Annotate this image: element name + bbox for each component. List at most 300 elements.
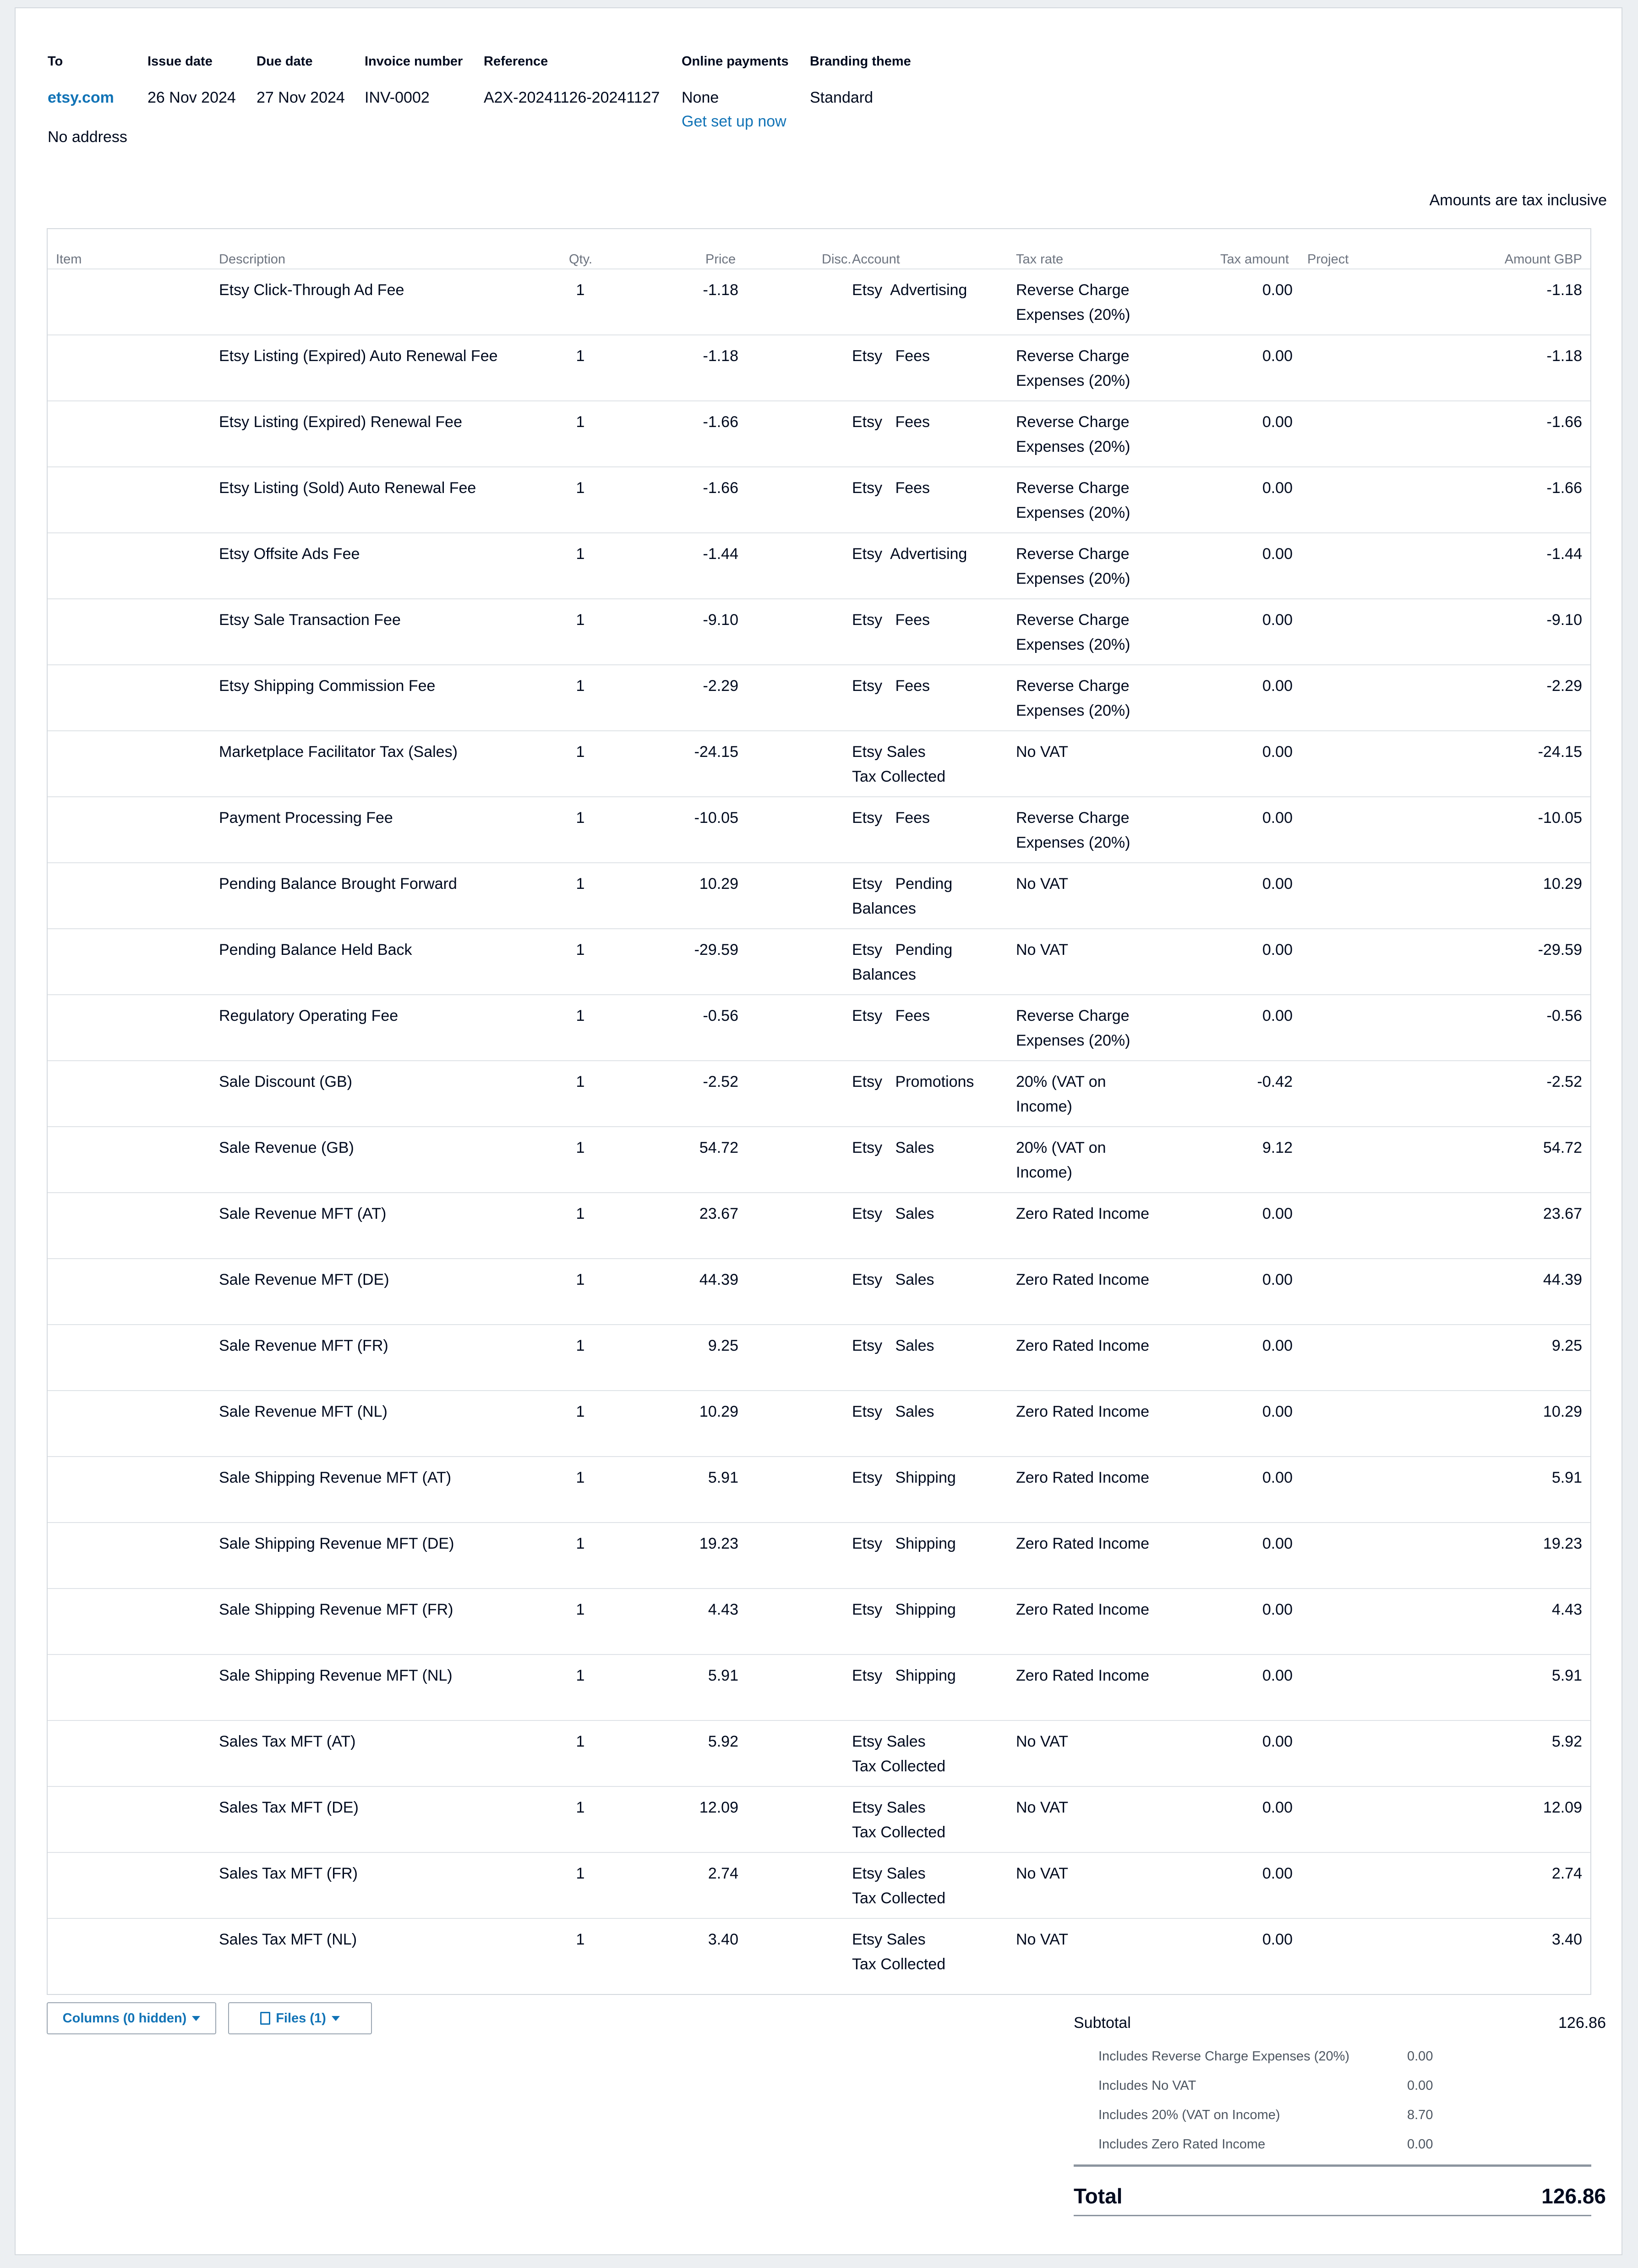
cell-tax-rate[interactable]: [1016, 937, 1068, 962]
cell-tax-rate[interactable]: [1016, 344, 1130, 393]
cell-description[interactable]: Regulatory Operating Fee: [219, 1007, 399, 1024]
table-row[interactable]: [48, 466, 1590, 532]
cell-description[interactable]: Etsy Click-Through Ad Fee: [219, 281, 404, 299]
account-line: Etsy Advertising: [852, 545, 967, 563]
col-amount: Amount GBP: [1504, 252, 1582, 267]
tax-rate-line: No VAT: [1016, 1931, 1068, 1948]
reference-label: Reference: [484, 54, 548, 69]
tax-inclusive-note: Amounts are tax inclusive: [1429, 192, 1607, 209]
table-row[interactable]: [48, 334, 1590, 400]
table-row[interactable]: [48, 1852, 1590, 1918]
table-row[interactable]: [48, 796, 1590, 862]
cell-description[interactable]: Etsy Listing (Expired) Renewal Fee: [219, 413, 463, 431]
table-row[interactable]: [48, 1720, 1590, 1786]
cell-description[interactable]: Sale Discount (GB): [219, 1073, 352, 1090]
cell-account[interactable]: [852, 805, 930, 830]
table-row[interactable]: [48, 1588, 1590, 1654]
cell-tax-amount[interactable]: 0.00: [1262, 1799, 1293, 1816]
cell-qty[interactable]: 1: [576, 1667, 585, 1684]
cell-tax-rate[interactable]: [1016, 608, 1130, 657]
cell-tax-amount[interactable]: 9.12: [1262, 1139, 1293, 1156]
cell-amount[interactable]: 5.91: [1551, 1469, 1582, 1486]
cell-qty[interactable]: 1: [576, 1733, 585, 1750]
cell-qty[interactable]: 1: [576, 941, 585, 959]
line-items-table: [47, 228, 1591, 1995]
cell-tax-amount[interactable]: 0.00: [1262, 413, 1293, 431]
account-line: Tax Collected: [852, 1956, 946, 1973]
cell-tax-amount[interactable]: 0.00: [1262, 1667, 1293, 1684]
file-icon: [260, 2012, 270, 2025]
cell-amount[interactable]: -1.66: [1546, 413, 1582, 431]
cell-price[interactable]: 19.23: [699, 1535, 738, 1552]
cell-qty[interactable]: 1: [576, 1337, 585, 1354]
cell-tax-amount[interactable]: 0.00: [1262, 809, 1293, 827]
col-disc: Disc.: [822, 252, 852, 267]
includes-value: 8.70: [1407, 2108, 1433, 2122]
table-row[interactable]: [48, 268, 1590, 334]
columns-button[interactable]: [47, 2002, 216, 2034]
invoice-panel: [15, 7, 1622, 2255]
table-row[interactable]: [48, 1324, 1590, 1390]
cell-tax-amount[interactable]: 0.00: [1262, 1865, 1293, 1882]
cell-amount[interactable]: 19.23: [1543, 1535, 1582, 1552]
invoice-number-value: INV-0002: [365, 89, 430, 106]
cell-qty[interactable]: 1: [576, 1469, 585, 1486]
cell-qty[interactable]: 1: [576, 1931, 585, 1948]
cell-qty[interactable]: 1: [576, 1403, 585, 1420]
cell-price[interactable]: 2.74: [708, 1865, 738, 1882]
cell-qty[interactable]: 1: [576, 875, 585, 893]
cell-account[interactable]: [852, 1531, 956, 1556]
cell-price[interactable]: 9.25: [708, 1337, 738, 1354]
cell-price[interactable]: -1.18: [703, 281, 738, 299]
cell-price[interactable]: -2.52: [703, 1073, 738, 1090]
cell-tax-rate[interactable]: [1016, 410, 1130, 459]
includes-label: Includes Reverse Charge Expenses (20%): [1098, 2049, 1350, 2064]
account-line: Etsy Sales: [852, 1865, 926, 1882]
cell-tax-rate[interactable]: [1016, 1069, 1106, 1119]
tax-rate-line: Reverse Charge: [1016, 611, 1130, 629]
cell-account[interactable]: [852, 1267, 934, 1292]
cell-tax-rate[interactable]: [1016, 1861, 1068, 1886]
online-payments-label: Online payments: [682, 54, 789, 69]
invoice-number-label: Invoice number: [365, 54, 463, 69]
account-line: Etsy Sales: [852, 1799, 926, 1816]
cell-tax-amount[interactable]: 0.00: [1262, 941, 1293, 959]
table-row[interactable]: [48, 928, 1590, 994]
cell-tax-amount[interactable]: 0.00: [1262, 347, 1293, 365]
cell-qty[interactable]: 1: [576, 1139, 585, 1156]
tax-rate-line: No VAT: [1016, 743, 1068, 761]
account-line: Etsy Sales: [852, 1403, 934, 1420]
table-row[interactable]: [48, 1060, 1590, 1126]
cell-description[interactable]: Sale Shipping Revenue MFT (DE): [219, 1535, 454, 1552]
cell-price[interactable]: -1.66: [703, 479, 738, 497]
cell-tax-amount[interactable]: -0.42: [1257, 1073, 1293, 1090]
cell-account[interactable]: [852, 1003, 930, 1028]
cell-account[interactable]: [852, 871, 952, 921]
table-row[interactable]: [48, 1786, 1590, 1852]
cell-description[interactable]: Sale Shipping Revenue MFT (FR): [219, 1601, 453, 1618]
files-button[interactable]: [228, 2002, 372, 2034]
cell-amount[interactable]: 44.39: [1543, 1271, 1582, 1288]
cell-description[interactable]: Sales Tax MFT (AT): [219, 1733, 356, 1750]
cell-tax-amount[interactable]: 0.00: [1262, 1931, 1293, 1948]
cell-price[interactable]: 10.29: [699, 875, 738, 893]
cell-tax-rate[interactable]: [1016, 1201, 1149, 1226]
tax-rate-line: Expenses (20%): [1016, 636, 1130, 653]
cell-amount[interactable]: 10.29: [1543, 875, 1582, 893]
cell-description[interactable]: Payment Processing Fee: [219, 809, 393, 827]
col-account: Account: [852, 252, 900, 267]
cell-price[interactable]: -1.66: [703, 413, 738, 431]
table-row[interactable]: [48, 730, 1590, 796]
cell-amount[interactable]: -0.56: [1546, 1007, 1582, 1024]
cell-amount[interactable]: 5.91: [1551, 1667, 1582, 1684]
cell-tax-amount[interactable]: 0.00: [1262, 875, 1293, 893]
cell-account[interactable]: [852, 1399, 934, 1424]
tax-rate-line: Expenses (20%): [1016, 438, 1130, 455]
cell-amount[interactable]: -2.52: [1546, 1073, 1582, 1090]
cell-account[interactable]: [852, 542, 967, 566]
cell-description[interactable]: Sale Revenue MFT (DE): [219, 1271, 389, 1288]
cell-amount[interactable]: -1.44: [1546, 545, 1582, 563]
table-row[interactable]: [48, 1522, 1590, 1588]
contact-link[interactable]: etsy.com: [48, 89, 114, 106]
tax-rate-line: Zero Rated Income: [1016, 1337, 1150, 1354]
cell-price[interactable]: 5.91: [708, 1667, 738, 1684]
cell-description[interactable]: Sales Tax MFT (NL): [219, 1931, 357, 1948]
cell-account[interactable]: [852, 1465, 956, 1490]
cell-qty[interactable]: 1: [576, 677, 585, 695]
cell-amount[interactable]: -1.66: [1546, 479, 1582, 497]
table-row[interactable]: [48, 664, 1590, 730]
cell-qty[interactable]: 1: [576, 281, 585, 299]
cell-description[interactable]: Marketplace Facilitator Tax (Sales): [219, 743, 458, 761]
cell-description[interactable]: Sale Revenue MFT (AT): [219, 1205, 387, 1222]
cell-amount[interactable]: -1.18: [1546, 281, 1582, 299]
cell-tax-amount[interactable]: 0.00: [1262, 1535, 1293, 1552]
cell-account[interactable]: [852, 1597, 956, 1622]
tax-rate-line: Zero Rated Income: [1016, 1535, 1150, 1552]
cell-qty[interactable]: 1: [576, 347, 585, 365]
total-label: Total: [1074, 2184, 1123, 2208]
cell-tax-rate[interactable]: [1016, 542, 1130, 591]
cell-qty[interactable]: 1: [576, 1535, 585, 1552]
cell-account[interactable]: [852, 1333, 934, 1358]
cell-qty[interactable]: 1: [576, 809, 585, 827]
cell-tax-rate[interactable]: [1016, 740, 1068, 764]
table-row[interactable]: [48, 862, 1590, 928]
account-line: Etsy Sales: [852, 1931, 926, 1948]
account-line: Tax Collected: [852, 1890, 946, 1907]
cell-amount[interactable]: 54.72: [1543, 1139, 1582, 1156]
table-row[interactable]: [48, 1258, 1590, 1324]
account-line: Etsy Fees: [852, 809, 930, 827]
cell-qty[interactable]: 1: [576, 1073, 585, 1090]
cell-account[interactable]: [852, 674, 930, 698]
account-line: Etsy Fees: [852, 479, 930, 497]
account-line: Etsy Shipping: [852, 1601, 956, 1618]
tax-rate-line: Expenses (20%): [1016, 1032, 1130, 1049]
cell-qty[interactable]: 1: [576, 1799, 585, 1816]
cell-price[interactable]: 3.40: [708, 1931, 738, 1948]
cell-amount[interactable]: 10.29: [1543, 1403, 1582, 1420]
cell-tax-rate[interactable]: [1016, 1399, 1149, 1424]
cell-price[interactable]: 12.09: [699, 1799, 738, 1816]
cell-description[interactable]: Sale Revenue (GB): [219, 1139, 354, 1156]
cell-price[interactable]: -9.10: [703, 611, 738, 629]
tax-rate-line: Zero Rated Income: [1016, 1271, 1150, 1288]
cell-description[interactable]: Etsy Listing (Expired) Auto Renewal Fee: [219, 347, 498, 365]
includes-value: 0.00: [1407, 2049, 1433, 2064]
cell-account[interactable]: [852, 937, 952, 987]
cell-tax-amount[interactable]: 0.00: [1262, 1337, 1293, 1354]
table-row[interactable]: [48, 1192, 1590, 1258]
cell-amount[interactable]: 4.43: [1551, 1601, 1582, 1618]
tax-rate-line: Income): [1016, 1164, 1072, 1181]
tax-rate-line: Zero Rated Income: [1016, 1205, 1150, 1222]
cell-qty[interactable]: 1: [576, 1865, 585, 1882]
account-line: Tax Collected: [852, 1758, 946, 1775]
cell-qty[interactable]: 1: [576, 611, 585, 629]
branding-theme-label: Branding theme: [810, 54, 911, 69]
cell-price[interactable]: 54.72: [699, 1139, 738, 1156]
includes-label: Includes Zero Rated Income: [1098, 2137, 1266, 2152]
account-line: Etsy Sales: [852, 1337, 934, 1354]
cell-account[interactable]: [852, 278, 967, 302]
col-qty: Qty.: [569, 252, 593, 267]
cell-tax-amount[interactable]: 0.00: [1262, 743, 1293, 761]
address-text: No address: [48, 128, 127, 146]
cell-amount[interactable]: 23.67: [1543, 1205, 1582, 1222]
table-row[interactable]: [48, 1126, 1590, 1192]
cell-tax-rate[interactable]: [1016, 1003, 1130, 1053]
cell-account[interactable]: [852, 476, 930, 500]
cell-account[interactable]: [852, 1795, 945, 1845]
account-line: Balances: [852, 966, 916, 983]
cell-tax-rate[interactable]: [1016, 1729, 1068, 1754]
cell-price[interactable]: -1.18: [703, 347, 738, 365]
cell-description[interactable]: Sales Tax MFT (FR): [219, 1865, 358, 1882]
cell-description[interactable]: Etsy Shipping Commission Fee: [219, 677, 436, 695]
cell-tax-amount[interactable]: 0.00: [1262, 611, 1293, 629]
tax-rate-line: Expenses (20%): [1016, 834, 1130, 851]
account-line: Etsy Shipping: [852, 1667, 956, 1684]
cell-account[interactable]: [852, 1927, 945, 1977]
cell-qty[interactable]: 1: [576, 413, 585, 431]
cell-tax-amount[interactable]: 0.00: [1262, 1271, 1293, 1288]
account-line: Etsy Fees: [852, 347, 930, 365]
account-line: Etsy Shipping: [852, 1535, 956, 1552]
cell-tax-amount[interactable]: 0.00: [1262, 1469, 1293, 1486]
table-row[interactable]: [48, 400, 1590, 466]
account-line: Etsy Sales: [852, 1205, 934, 1222]
tax-rate-line: Expenses (20%): [1016, 570, 1130, 587]
account-line: Etsy Sales: [852, 1733, 926, 1750]
col-item: Item: [56, 252, 82, 267]
cell-price[interactable]: -10.05: [694, 809, 738, 827]
tax-rate-line: Reverse Charge: [1016, 347, 1130, 365]
cell-tax-amount[interactable]: 0.00: [1262, 545, 1293, 563]
cell-qty[interactable]: 1: [576, 743, 585, 761]
table-row[interactable]: [48, 532, 1590, 598]
subtotal-value: 126.86: [1558, 2014, 1606, 2032]
table-row[interactable]: [48, 1390, 1590, 1456]
cell-amount[interactable]: -24.15: [1538, 743, 1582, 761]
cell-qty[interactable]: 1: [576, 479, 585, 497]
table-row[interactable]: [48, 1918, 1590, 1984]
caret-down-icon: [332, 2016, 340, 2021]
tax-rate-line: Expenses (20%): [1016, 306, 1130, 323]
cell-description[interactable]: Sale Revenue MFT (FR): [219, 1337, 388, 1354]
online-payments-value: None: [682, 89, 719, 106]
cell-qty[interactable]: 1: [576, 545, 585, 563]
cell-tax-rate[interactable]: [1016, 1795, 1068, 1820]
cell-account[interactable]: [852, 1135, 934, 1160]
cell-amount[interactable]: -10.05: [1538, 809, 1582, 827]
cell-description[interactable]: Sale Shipping Revenue MFT (AT): [219, 1469, 452, 1486]
cell-price[interactable]: 23.67: [699, 1205, 738, 1222]
cell-tax-rate[interactable]: [1016, 1267, 1149, 1292]
cell-account[interactable]: [852, 1729, 945, 1779]
cell-tax-rate[interactable]: [1016, 1135, 1106, 1185]
cell-price[interactable]: -29.59: [694, 941, 738, 959]
cell-price[interactable]: 10.29: [699, 1403, 738, 1420]
cell-account[interactable]: [852, 1861, 945, 1911]
cell-account[interactable]: [852, 608, 930, 632]
cell-tax-amount[interactable]: 0.00: [1262, 1733, 1293, 1750]
cell-tax-amount[interactable]: 0.00: [1262, 281, 1293, 299]
cell-account[interactable]: [852, 1201, 934, 1226]
cell-tax-rate[interactable]: [1016, 674, 1130, 723]
cell-amount[interactable]: -29.59: [1538, 941, 1582, 959]
cell-tax-amount[interactable]: 0.00: [1262, 1601, 1293, 1618]
cell-amount[interactable]: 2.74: [1551, 1865, 1582, 1882]
reference-value: A2X-20241126-20241127: [484, 89, 660, 106]
cell-tax-amount[interactable]: 0.00: [1262, 1007, 1293, 1024]
cell-description[interactable]: Pending Balance Held Back: [219, 941, 412, 959]
cell-tax-rate[interactable]: [1016, 1663, 1149, 1688]
cell-price[interactable]: -1.44: [703, 545, 738, 563]
tax-rate-line: 20% (VAT on: [1016, 1139, 1106, 1156]
cell-amount[interactable]: 9.25: [1551, 1337, 1582, 1354]
tax-rate-line: Reverse Charge: [1016, 413, 1130, 431]
cell-tax-amount[interactable]: 0.00: [1262, 1205, 1293, 1222]
cell-tax-rate[interactable]: [1016, 1465, 1149, 1490]
tax-rate-line: Reverse Charge: [1016, 479, 1130, 497]
cell-description[interactable]: Sale Shipping Revenue MFT (NL): [219, 1667, 453, 1684]
issue-date-label: Issue date: [147, 54, 213, 69]
cell-qty[interactable]: 1: [576, 1007, 585, 1024]
cell-description[interactable]: Pending Balance Brought Forward: [219, 875, 457, 893]
cell-tax-rate[interactable]: [1016, 1597, 1149, 1622]
cell-description[interactable]: Sale Revenue MFT (NL): [219, 1403, 388, 1420]
cell-price[interactable]: -0.56: [703, 1007, 738, 1024]
includes-label: Includes 20% (VAT on Income): [1098, 2108, 1280, 2122]
cell-tax-amount[interactable]: 0.00: [1262, 1403, 1293, 1420]
cell-tax-rate[interactable]: [1016, 1333, 1149, 1358]
cell-account[interactable]: [852, 1069, 974, 1094]
tax-rate-line: Expenses (20%): [1016, 702, 1130, 719]
account-line: Etsy Sales: [852, 1139, 934, 1156]
cell-amount[interactable]: 5.92: [1551, 1733, 1582, 1750]
cell-amount[interactable]: -2.29: [1546, 677, 1582, 695]
cell-account[interactable]: [852, 740, 945, 789]
account-line: Etsy Advertising: [852, 281, 967, 299]
due-date-label: Due date: [257, 54, 313, 69]
subtotal-label: Subtotal: [1074, 2014, 1131, 2032]
tax-rate-line: Zero Rated Income: [1016, 1403, 1150, 1420]
cell-account[interactable]: [852, 410, 930, 434]
account-line: Etsy Fees: [852, 677, 930, 695]
cell-price[interactable]: 4.43: [708, 1601, 738, 1618]
cell-price[interactable]: -24.15: [694, 743, 738, 761]
table-row[interactable]: [48, 994, 1590, 1060]
account-line: Etsy Sales: [852, 743, 926, 761]
cell-qty[interactable]: 1: [576, 1601, 585, 1618]
account-line: Etsy Pending: [852, 875, 953, 893]
cell-qty[interactable]: 1: [576, 1205, 585, 1222]
account-line: Etsy Sales: [852, 1271, 934, 1288]
col-project: Project: [1307, 252, 1349, 267]
cell-tax-rate[interactable]: [1016, 476, 1130, 525]
cell-price[interactable]: 5.91: [708, 1469, 738, 1486]
account-line: Etsy Fees: [852, 413, 930, 431]
cell-tax-rate[interactable]: [1016, 278, 1130, 327]
table-row[interactable]: [48, 1456, 1590, 1522]
cell-tax-amount[interactable]: 0.00: [1262, 479, 1293, 497]
account-line: Etsy Fees: [852, 1007, 930, 1024]
cell-amount[interactable]: -1.18: [1546, 347, 1582, 365]
account-line: Etsy Pending: [852, 941, 953, 959]
to-label: To: [48, 54, 63, 69]
cell-qty[interactable]: 1: [576, 1271, 585, 1288]
tax-rate-line: Zero Rated Income: [1016, 1667, 1150, 1684]
cell-account[interactable]: [852, 1663, 956, 1688]
cell-description[interactable]: Etsy Sale Transaction Fee: [219, 611, 401, 629]
table-row[interactable]: [48, 598, 1590, 664]
cell-description[interactable]: Etsy Offsite Ads Fee: [219, 545, 360, 563]
cell-description[interactable]: Etsy Listing (Sold) Auto Renewal Fee: [219, 479, 476, 497]
columns-button-label: Columns (0 hidden): [62, 2011, 187, 2026]
branding-theme-value: Standard: [810, 89, 873, 106]
get-set-up-link[interactable]: Get set up now: [682, 113, 786, 130]
files-button-label: Files (1): [276, 2011, 326, 2026]
tax-rate-line: Zero Rated Income: [1016, 1601, 1150, 1618]
cell-description[interactable]: Sales Tax MFT (DE): [219, 1799, 359, 1816]
cell-amount[interactable]: 3.40: [1551, 1931, 1582, 1948]
tax-rate-line: No VAT: [1016, 941, 1068, 959]
cell-price[interactable]: 44.39: [699, 1271, 738, 1288]
account-line: Etsy Promotions: [852, 1073, 974, 1090]
cell-tax-rate[interactable]: [1016, 805, 1130, 855]
col-tax-amount: Tax amount: [1220, 252, 1289, 267]
cell-tax-rate[interactable]: [1016, 871, 1068, 896]
table-row[interactable]: [48, 1654, 1590, 1720]
issue-date-value: 26 Nov 2024: [147, 89, 236, 106]
account-line: Etsy Shipping: [852, 1469, 956, 1486]
cell-account[interactable]: [852, 344, 930, 368]
cell-tax-rate[interactable]: [1016, 1927, 1068, 1952]
cell-price[interactable]: 5.92: [708, 1733, 738, 1750]
cell-tax-rate[interactable]: [1016, 1531, 1149, 1556]
tax-rate-line: Reverse Charge: [1016, 809, 1130, 827]
cell-amount[interactable]: 12.09: [1543, 1799, 1582, 1816]
cell-amount[interactable]: -9.10: [1546, 611, 1582, 629]
cell-price[interactable]: -2.29: [703, 677, 738, 695]
cell-tax-amount[interactable]: 0.00: [1262, 677, 1293, 695]
